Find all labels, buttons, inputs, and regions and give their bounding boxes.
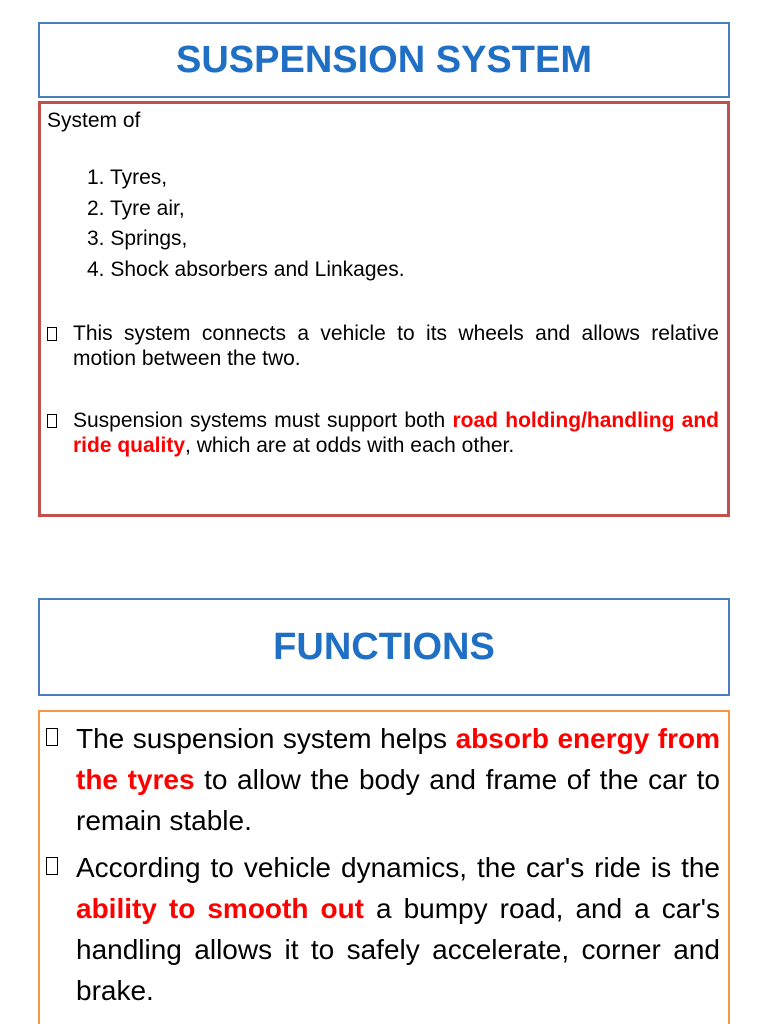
title-text: SUSPENSION SYSTEM: [176, 38, 592, 81]
list-item: 3. Springs,: [87, 227, 188, 250]
bullet-box-icon: [46, 847, 76, 1011]
bullet-text-part: Suspension systems must support both: [73, 409, 453, 432]
bullet-text: This system connects a vehicle to its wheels and allows relative motion between the two.: [73, 322, 719, 370]
highlight-text: absorb energy from the tyres: [76, 723, 720, 795]
bullet-text-part: to allow the body and frame of the car to remain stable.: [76, 764, 721, 836]
highlight-text: road holding/handling and ride quality: [73, 409, 719, 457]
bullet-box-icon: [46, 718, 76, 841]
bullet-support-both: [47, 408, 719, 458]
bullet-text: [76, 847, 720, 1011]
bullet-box-icon: [47, 321, 73, 371]
bullet-text-part: , which are at odds with each other.: [185, 434, 515, 457]
bullet-connects-vehicle: [47, 321, 719, 371]
functions-content-box: [38, 710, 730, 1024]
component-list: [47, 163, 719, 285]
bullet-text-part: a bumpy road, and a car's handling allows it to safely accelerate, corner and brake.: [76, 893, 721, 1006]
slide-title-suspension-system: [38, 22, 730, 98]
bullet-text: [73, 408, 719, 458]
bullet-text-part: The suspension system helps: [76, 723, 456, 754]
bullet-text: [76, 718, 720, 841]
highlight-text: ability to smooth out: [76, 893, 364, 924]
list-item: 1. Tyres,: [87, 166, 168, 189]
bullet-text-part: According to vehicle dynamics, the car's ride is the: [76, 852, 720, 883]
list-item: 2. Tyre air,: [87, 196, 185, 220]
bullet-ride-handling: [46, 847, 720, 1011]
list-item: 4. Shock absorbers and Linkages.: [87, 257, 405, 281]
title-text: FUNCTIONS: [273, 625, 495, 668]
bullet-absorb-energy: [46, 718, 720, 841]
suspension-content-box: [38, 101, 730, 517]
slide-title-functions: [38, 598, 730, 696]
intro-text: System of: [47, 109, 141, 132]
bullet-box-icon: [47, 408, 73, 458]
